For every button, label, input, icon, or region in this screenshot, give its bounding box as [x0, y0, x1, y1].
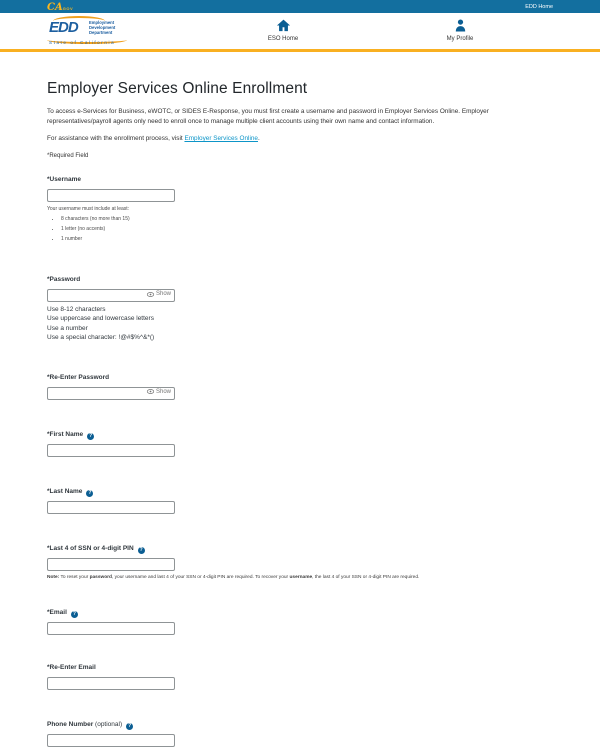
password-rule: Use a number — [47, 324, 88, 332]
eye-icon — [147, 292, 154, 297]
ssn-pin-note: Note: To reset your password, your username and last 4 of your SSN or 4-digit PIN are required. To recover your username, the last 4 of your SSN or 4-digit PIN are required. — [47, 574, 420, 580]
first-name-input[interactable] — [47, 444, 175, 457]
intro-paragraph: To access e-Services for Business, eWOTC, or SIDES E-Response, you must first create a username and password in Employer Services Online. Employer representatives/payroll agents only need to enroll once to manage multiple client accounts using their own name and contact information. — [47, 108, 489, 125]
email-help-icon[interactable]: ? — [72, 610, 76, 617]
edd-logo[interactable] — [47, 17, 133, 47]
last-name-group — [47, 480, 553, 514]
password-label: *Password — [47, 276, 81, 283]
nav-my-profile-label: My Profile — [446, 36, 474, 42]
email-group — [47, 601, 553, 635]
username-input[interactable] — [47, 189, 175, 202]
phone-label: Phone Number (optional) — [47, 720, 123, 728]
username-requirements — [61, 216, 553, 242]
username-requirement: • 1 number — [61, 236, 553, 242]
username-group — [47, 168, 553, 242]
ssn-pin-input[interactable] — [47, 558, 175, 571]
edd-logo-tagline: State of California — [49, 40, 116, 45]
username-label: *Username — [47, 176, 81, 183]
person-icon — [425, 18, 495, 33]
page-title: Employer Services Online Enrollment — [47, 80, 308, 97]
password-rule: Use uppercase and lowercase letters — [47, 315, 154, 323]
first-name-label: *First Name — [47, 430, 84, 438]
employer-services-online-link[interactable]: Employer Services Online — [184, 135, 258, 142]
username-hint: Your username must include at least: — [47, 206, 130, 212]
first-name-group — [47, 423, 553, 457]
reenter-email-input[interactable] — [47, 677, 175, 690]
cagov-logo-sub: GOV — [62, 6, 74, 11]
nav-eso-home[interactable] — [248, 18, 318, 42]
reenter-password-group — [47, 366, 553, 400]
utility-bar — [0, 0, 600, 13]
password-group — [47, 268, 553, 343]
username-requirement: • 8 characters (no more than 15) — [61, 216, 553, 222]
last-name-help-icon[interactable]: ? — [88, 489, 92, 496]
phone-input[interactable] — [47, 734, 175, 747]
cagov-logo-text: CA — [47, 2, 63, 13]
phone-help-icon[interactable]: ? — [128, 722, 132, 729]
reenter-email-group — [47, 656, 553, 690]
last-name-input[interactable] — [47, 501, 175, 514]
edd-logo-acronym: EDD — [49, 19, 78, 36]
nav-my-profile[interactable] — [425, 18, 495, 42]
main-content — [47, 80, 553, 747]
password-rules — [47, 305, 553, 343]
enrollment-form — [47, 168, 553, 747]
ssn-pin-group — [47, 537, 553, 580]
assistance-line: For assistance with the enrollment process, visit Employer Services Online. — [47, 135, 260, 142]
ssn-pin-help-icon[interactable]: ? — [139, 546, 143, 553]
phone-group — [47, 713, 553, 747]
home-icon — [248, 18, 318, 33]
username-requirement: • 1 letter (no accents) — [61, 226, 553, 232]
email-label: *Email — [47, 608, 67, 616]
reenter-password-label: *Re-Enter Password — [47, 373, 110, 381]
edd-home-link[interactable]: EDD Home — [525, 3, 553, 10]
reenter-password-show-toggle[interactable]: Show — [147, 389, 171, 395]
password-rule: Use a special character: !@#$%^&*() — [47, 334, 155, 342]
password-rule: Use 8-12 characters — [47, 306, 106, 313]
last-name-label: *Last Name — [47, 487, 83, 495]
email-input[interactable] — [47, 622, 175, 635]
site-header — [0, 13, 600, 52]
reenter-email-label: *Re-Enter Email — [47, 663, 96, 671]
ssn-pin-label: *Last 4 of SSN or 4-digit PIN — [47, 544, 134, 552]
password-show-toggle[interactable]: Show — [147, 291, 171, 297]
required-field-note: *Required Field — [47, 153, 89, 159]
eye-icon — [147, 389, 154, 394]
edd-logo-dept: Employment Development Department — [89, 20, 116, 36]
nav-eso-home-label: ESO Home — [267, 36, 299, 42]
first-name-help-icon[interactable]: ? — [89, 432, 93, 439]
